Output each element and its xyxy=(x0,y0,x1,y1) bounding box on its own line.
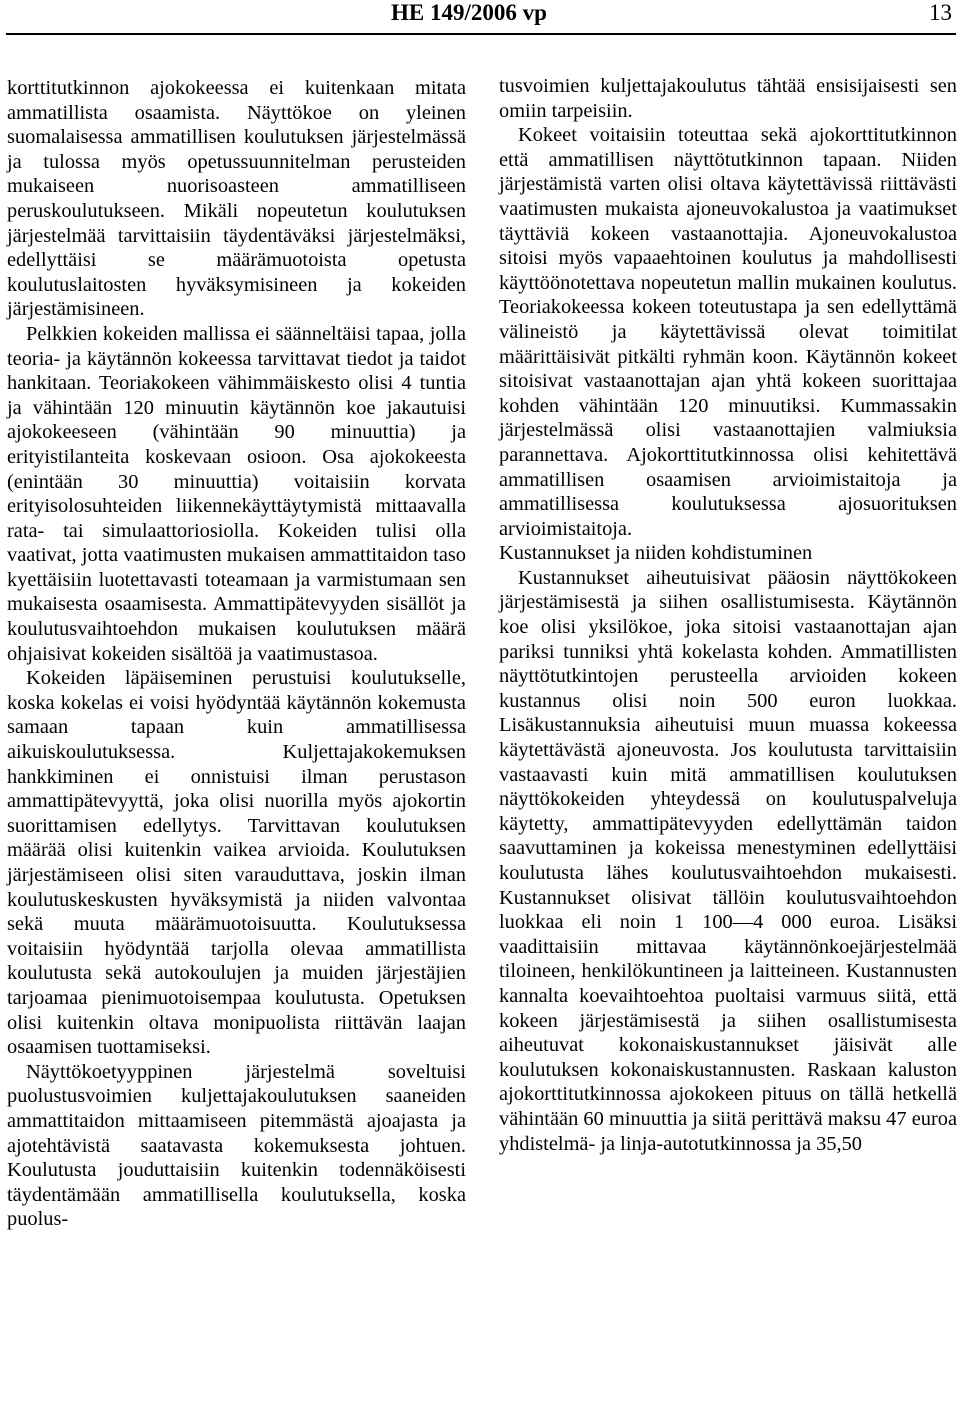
section-heading: Kustannukset ja niiden kohdistuminen xyxy=(499,542,813,565)
page-header xyxy=(0,0,960,36)
paragraph: Näyttökoetyyppinen järjestelmä soveltuisi puolustusvoimien kuljettajakoulutuksen saaneiden ammattitaidon mittaamiseen pitemmästä ajoajasta ja ajotehtävistä saatavasta kokemuksesta johtuen. Koulutusta jouduttaisiin kuitenkin todennäköisesti täydentämään ammatillisella koulutuksella, koska puolus- xyxy=(7,1060,466,1231)
left-column xyxy=(7,76,466,1406)
paragraph: korttitutkinnon ajokokeessa ei kuitenkaan mitata ammatillista osaamista. Näyttökoe on yleinen suomalaisessa ammatillisen koulutuksen järjestelmässä ja tulossa myös opetussuunnitelman perusteiden mukaiseen nuorisoasteen ammatilliseen peruskoulutukseen. Mikäli nopeutetun koulutuksen järjestelmää tarvittaisiin täydentäväksi järjestelmäksi, edellyttäisi se määrämuotoista opetusta koulutuslaitosten hyväksymisineen ja kokeiden järjestämisineen. xyxy=(7,77,466,321)
page-number: 13 xyxy=(929,0,952,25)
header-rule xyxy=(6,33,956,35)
paragraph: Kustannukset aiheutuisivat pääosin näyttökokeen järjestämisestä ja siihen osallistumisesta. Käytännön koe olisi yksilökoe, joka sitoisi vastaanottajan ajan pariksi tunniksi yhtä kokelasta kohden. Ammatillisten näyttötutkintojen perusteella arvioiden kokeen kustannus olisi noin 500 euron luokkaa. Lisäkustannuksia aiheutuisi muun muassa kokeessa käytettävästä ajoneuvosta. Jos koulutusta tarvittaisiin vastaavasti kuin mitä ammatillisen koulutuksen näyttökokeiden yhteydessä on koulutuspalveluja käytetty, ammattipätevyyden edellyttämän taidon saavuttaminen ja kokeissa menestyminen edellyttäisi koulutusta lähes koulutusvaihtoehdon mukaisesti. Kustannukset olisivat tällöin koulutusvaihtoehdon luokkaa eli noin 1 100—4 000 euroa. Lisäksi vaadittaisiin mittavaa käytännönkoejärjestelmää tiloineen, henkilökuntineen ja laitteineen. Kustannusten kannalta koevaihtoehtoa puoltaisi varmuus siitä, että kokeen järjestämisestä ja siihen osallistumisesta aiheutuvat kokonaiskustannukset jäisivät alle koulutuksen kokonaiskustannusten. Raskaan kaluston ajokorttitutkinnossa ajokokeen pituus on tällä hetkellä vähintään 60 minuuttia ja siitä perittävä maksu 47 euroa yhdistelmä- ja linja-autotutkinnossa ja 35,50 xyxy=(499,566,957,1155)
right-column xyxy=(499,74,957,1404)
paragraph: Pelkkien kokeiden mallissa ei säänneltäisi tapaa, jolla teoria- ja käytännön kokeessa tarvittavat tiedot ja taidot hankitaan. Teoriakokeen vähimmäiskesto olisi 4 tuntia ja vähintään 120 minuutin käytännön koe jakautuisi ajokokeeseen (vähintään 90 minuuttia) ja erityistilanteita koskevaan osioon. Osa ajokokeesta (enintään 30 minuuttia) voitaisiin korvata erityisolosuhteiden liikennekäyttäytymistä mittaavalla rata- tai simulaattoriosiolla. Kokeiden tulisi olla vaativat, jotta vaatimusten mukaisen ammattitaidon taso kyettäisiin luotettavasti toteamaan ja varmistumaan sen mukaisesta osaamisesta. Ammattipätevyyden sisällöt ja koulutusvaihtoehdon mukaisen koulutuksen määrä ohjaisivat kokeiden sisältöä ja vaatimustasoa. xyxy=(7,322,466,665)
paragraph: Kokeiden läpäiseminen perustuisi koulutukselle, koska kokelas ei voisi hyödyntää käytännön kokemusta samaan tapaan kuin ammatillisessa aikuiskoulutuksessa. Kuljettajakokemuksen hankkiminen ei onnistuisi ilman perustason ammattipätevyyttä, joka olisi nuorilla myös ajokortin suorittamisen edellytys. Tarvittavan koulutuksen määrää olisi kuitenkin vaikea arvioida. Koulutuksen järjestämiseen olisi siten varauduttava, joskin ilman koulutuskeskusten hyväksymistä ja niiden valvontaa sekä muuta määrämuotoisuutta. Koulutuksessa voitaisiin hyödyntää tarjolla olevaa ammatillista koulutusta sekä autokoulujen ja muiden järjestäjien tarjoamaa pienimuotoisempaa koulutusta. Opetuksen olisi kuitenkin oltava monipuolista riittävän laajan osaamisen tuottamiseksi. xyxy=(7,667,466,1059)
paragraph: Kokeet voitaisiin toteuttaa sekä ajokorttitutkinnon että ammatillisen näyttötutkinnon tapaan. Niiden järjestämistä varten olisi oltava käytettävissä riittävästi vaatimusten mukaista ajoneuvokalustoa ja vaatimukset täyttäviä kokeen vastaanottajia. Ajoneuvokalustoa sitoisi myös vapaaehtoinen koulutus ja mahdollisesti käyttöönotettava nopeutetun mallin mukainen koulutus. Teoriakokeessa kokeen toteutustapa ja sen edellyttämä välineistö ja käytettävissä olevat toimitilat määrittäisivät pitkälti ryhmän koon. Käytännön kokeet sitoisivat vastaanottajan ajan yhtä kokeen suorittajaa kohden vähintään 120 minuutiksi. Kummassakin järjestelmässä olisi vastaanottajien valmiuksia parannettava. Ajokorttitutkinnossa olisi kehitettävä ammatillisen osaamisen arvioimistaitoja ja ammatillisessa koulutuksessa ajosuorituksen arvioimistaitoja. xyxy=(499,124,957,540)
document-id: HE 149/2006 vp xyxy=(391,0,547,25)
paragraph: tusvoimien kuljettajakoulutus tähtää ensisijaisesti sen omiin tarpeisiin. xyxy=(499,75,957,122)
